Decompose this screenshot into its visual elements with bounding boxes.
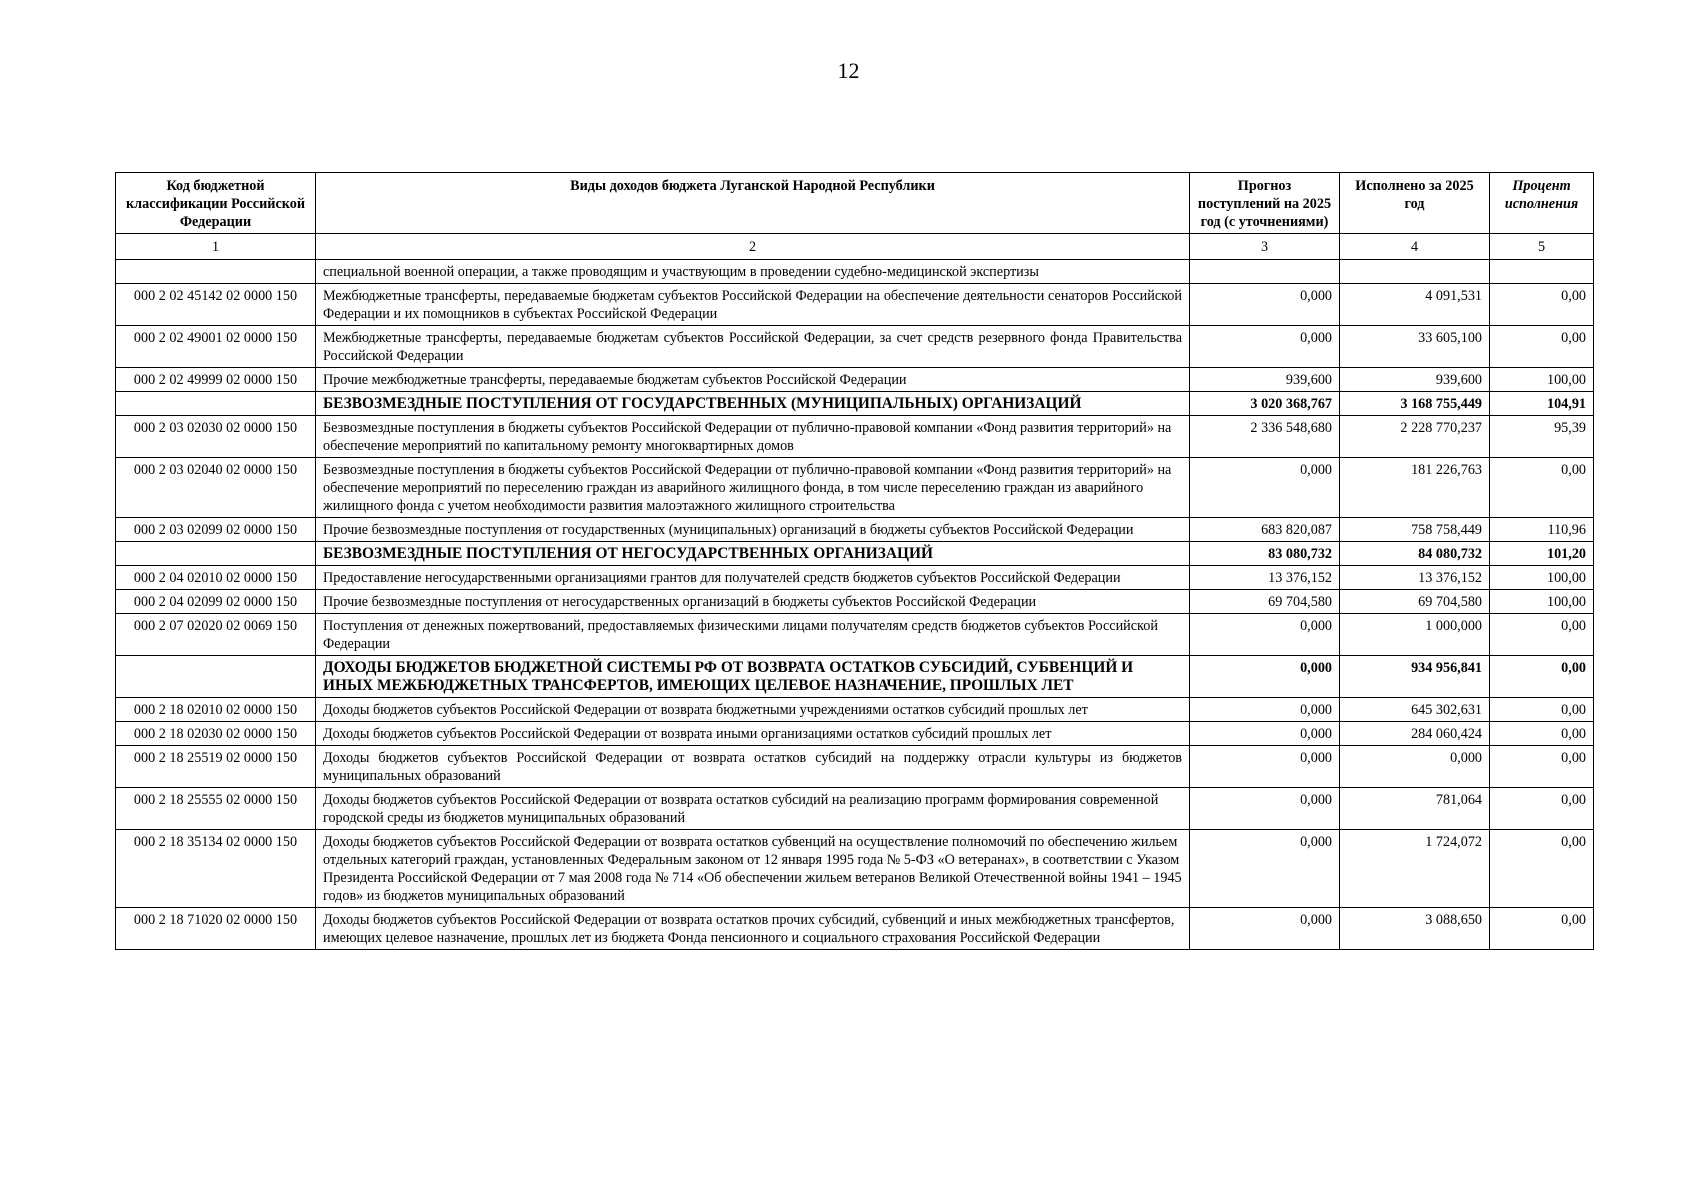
percent-cell: 0,00: [1490, 284, 1594, 326]
revenue-name-cell: Прочие межбюджетные трансферты, передаваемые бюджетам субъектов Российской Федерации: [316, 368, 1190, 392]
column-numbers-row: [116, 234, 1594, 260]
table-row: [116, 416, 1594, 458]
revenue-name-cell: Прочие безвозмездные поступления от негосударственных организаций в бюджеты субъектов Российской Федерации: [316, 590, 1190, 614]
forecast-cell: 0,000: [1190, 698, 1340, 722]
table-row: [116, 326, 1594, 368]
budget-code-cell: [116, 656, 316, 698]
executed-cell: 181 226,763: [1340, 458, 1490, 518]
revenue-name-cell: Доходы бюджетов субъектов Российской Федерации от возврата бюджетными учреждениями остатков субсидий прошлых лет: [316, 698, 1190, 722]
budget-code-cell: 000 2 04 02099 02 0000 150: [116, 590, 316, 614]
revenue-name-cell: Доходы бюджетов субъектов Российской Федерации от возврата остатков субсидий на реализацию программ формирования современной городской среды из бюджетов муниципальных образований: [316, 788, 1190, 830]
revenue-name-cell: БЕЗВОЗМЕЗДНЫЕ ПОСТУПЛЕНИЯ ОТ НЕГОСУДАРСТВЕННЫХ ОРГАНИЗАЦИЙ: [316, 542, 1190, 566]
executed-cell: 69 704,580: [1340, 590, 1490, 614]
budget-code-cell: 000 2 02 49001 02 0000 150: [116, 326, 316, 368]
page-number: 12: [837, 58, 860, 83]
percent-cell: 0,00: [1490, 746, 1594, 788]
budget-code-cell: 000 2 18 25555 02 0000 150: [116, 788, 316, 830]
header-executed: Исполнено за 2025 год: [1340, 173, 1490, 234]
budget-code-cell: 000 2 02 49999 02 0000 150: [116, 368, 316, 392]
column-number: 1: [116, 234, 316, 260]
revenue-name-cell: ДОХОДЫ БЮДЖЕТОВ БЮДЖЕТНОЙ СИСТЕМЫ РФ ОТ ВОЗВРАТА ОСТАТКОВ СУБСИДИЙ, СУБВЕНЦИЙ И ИНЫХ МЕЖБЮДЖЕТНЫХ ТРАНСФЕРТОВ, ИМЕЮЩИХ ЦЕЛЕВОЕ НАЗНАЧЕНИЕ, ПРОШЛЫХ ЛЕТ: [316, 656, 1190, 698]
budget-code-cell: 000 2 18 35134 02 0000 150: [116, 830, 316, 908]
section-row: [116, 392, 1594, 416]
revenue-name-cell: Доходы бюджетов субъектов Российской Федерации от возврата остатков субвенций на осуществление полномочий по обеспечению жильем отдельных категорий граждан, установленных Федеральным законом от 12 января 1995 года № 5-ФЗ «О ветеранах», в соответствии с Указом Президента Российской Федерации от 7 мая 2008 года № 714 «Об обеспечении жильем ветеранов Великой Отечественной войны 1941 – 1945 годов» из бюджетов муниципальных образований: [316, 830, 1190, 908]
revenue-name-cell: Прочие безвозмездные поступления от государственных (муниципальных) организаций в бюджеты субъектов Российской Федерации: [316, 518, 1190, 542]
table-row: [116, 566, 1594, 590]
revenue-name-cell: специальной военной операции, а также проводящим и участвующим в проведении судебно-медицинской экспертизы: [316, 260, 1190, 284]
percent-cell: 100,00: [1490, 590, 1594, 614]
forecast-cell: 2 336 548,680: [1190, 416, 1340, 458]
table-row: [116, 614, 1594, 656]
forecast-cell: 0,000: [1190, 908, 1340, 950]
revenue-table: [115, 172, 1594, 950]
column-number: 5: [1490, 234, 1594, 260]
executed-cell: 84 080,732: [1340, 542, 1490, 566]
revenue-name-cell: Доходы бюджетов субъектов Российской Федерации от возврата иными организациями остатков субсидий прошлых лет: [316, 722, 1190, 746]
percent-cell: 0,00: [1490, 722, 1594, 746]
budget-code-cell: 000 2 02 45142 02 0000 150: [116, 284, 316, 326]
percent-cell: 0,00: [1490, 830, 1594, 908]
budget-code-cell: 000 2 18 02010 02 0000 150: [116, 698, 316, 722]
table-row: [116, 590, 1594, 614]
revenue-name-cell: Доходы бюджетов субъектов Российской Федерации от возврата остатков субсидий на поддержку отрасли культуры из бюджетов муниципальных образований: [316, 746, 1190, 788]
forecast-cell: 3 020 368,767: [1190, 392, 1340, 416]
executed-cell: 3 168 755,449: [1340, 392, 1490, 416]
budget-code-cell: 000 2 07 02020 02 0069 150: [116, 614, 316, 656]
table-row: [116, 458, 1594, 518]
table-row: [116, 788, 1594, 830]
forecast-cell: [1190, 260, 1340, 284]
percent-cell: 104,91: [1490, 392, 1594, 416]
percent-cell: 101,20: [1490, 542, 1594, 566]
section-row: [116, 542, 1594, 566]
revenue-name-cell: Поступления от денежных пожертвований, предоставляемых физическими лицами получателям средств бюджетов субъектов Российской Федерации: [316, 614, 1190, 656]
percent-cell: 0,00: [1490, 656, 1594, 698]
percent-cell: 110,96: [1490, 518, 1594, 542]
table-row: [116, 518, 1594, 542]
table-row: [116, 722, 1594, 746]
forecast-cell: 939,600: [1190, 368, 1340, 392]
executed-cell: 0,000: [1340, 746, 1490, 788]
revenue-name-cell: БЕЗВОЗМЕЗДНЫЕ ПОСТУПЛЕНИЯ ОТ ГОСУДАРСТВЕННЫХ (МУНИЦИПАЛЬНЫХ) ОРГАНИЗАЦИЙ: [316, 392, 1190, 416]
revenue-name-cell: Межбюджетные трансферты, передаваемые бюджетам субъектов Российской Федерации на обеспечение деятельности сенаторов Российской Федерации и их помощников в субъектах Российской Федерации: [316, 284, 1190, 326]
table-row: [116, 260, 1594, 284]
forecast-cell: 0,000: [1190, 614, 1340, 656]
column-number: 4: [1340, 234, 1490, 260]
budget-code-cell: 000 2 18 71020 02 0000 150: [116, 908, 316, 950]
executed-cell: 645 302,631: [1340, 698, 1490, 722]
header-forecast: Прогноз поступлений на 2025 год (с уточнениями): [1190, 173, 1340, 234]
percent-cell: [1490, 260, 1594, 284]
forecast-cell: 83 080,732: [1190, 542, 1340, 566]
executed-cell: 1 724,072: [1340, 830, 1490, 908]
table-row: [116, 284, 1594, 326]
revenue-name-cell: Безвозмездные поступления в бюджеты субъектов Российской Федерации от публично-правовой компании «Фонд развития территорий» на обеспечение мероприятий по переселению граждан из аварийного жилищного фонда, в том числе переселению граждан из аварийного жилищного фонда с учетом необходимости развития малоэтажного жилищного строительства: [316, 458, 1190, 518]
percent-cell: 100,00: [1490, 368, 1594, 392]
column-number: 2: [316, 234, 1190, 260]
budget-code-cell: 000 2 18 02030 02 0000 150: [116, 722, 316, 746]
table-header-row: [116, 173, 1594, 234]
executed-cell: 33 605,100: [1340, 326, 1490, 368]
executed-cell: 13 376,152: [1340, 566, 1490, 590]
percent-cell: 0,00: [1490, 908, 1594, 950]
forecast-cell: 0,000: [1190, 830, 1340, 908]
percent-cell: 0,00: [1490, 458, 1594, 518]
forecast-cell: 0,000: [1190, 746, 1340, 788]
executed-cell: 934 956,841: [1340, 656, 1490, 698]
column-number: 3: [1190, 234, 1340, 260]
forecast-cell: 0,000: [1190, 656, 1340, 698]
budget-code-cell: [116, 392, 316, 416]
executed-cell: 2 228 770,237: [1340, 416, 1490, 458]
percent-cell: 0,00: [1490, 326, 1594, 368]
executed-cell: 3 088,650: [1340, 908, 1490, 950]
revenue-name-cell: Предоставление негосударственными организациями грантов для получателей средств бюджетов субъектов Российской Федерации: [316, 566, 1190, 590]
header-revenue-type: Виды доходов бюджета Луганской Народной Республики: [316, 173, 1190, 234]
executed-cell: 4 091,531: [1340, 284, 1490, 326]
table-row: [116, 746, 1594, 788]
budget-code-cell: 000 2 03 02099 02 0000 150: [116, 518, 316, 542]
executed-cell: 781,064: [1340, 788, 1490, 830]
budget-code-cell: 000 2 03 02030 02 0000 150: [116, 416, 316, 458]
executed-cell: 939,600: [1340, 368, 1490, 392]
forecast-cell: 0,000: [1190, 326, 1340, 368]
revenue-name-cell: Межбюджетные трансферты, передаваемые бюджетам субъектов Российской Федерации, за счет средств резервного фонда Правительства Российской Федерации: [316, 326, 1190, 368]
executed-cell: 758 758,449: [1340, 518, 1490, 542]
percent-cell: 0,00: [1490, 614, 1594, 656]
budget-code-cell: [116, 260, 316, 284]
executed-cell: [1340, 260, 1490, 284]
table-row: [116, 368, 1594, 392]
header-code: Код бюджетной классификации Российской Федерации: [116, 173, 316, 234]
table-row: [116, 698, 1594, 722]
table-row: [116, 830, 1594, 908]
forecast-cell: 69 704,580: [1190, 590, 1340, 614]
revenue-name-cell: Безвозмездные поступления в бюджеты субъектов Российской Федерации от публично-правовой компании «Фонд развития территорий» на обеспечение мероприятий по капитальному ремонту многоквартирных домов: [316, 416, 1190, 458]
percent-cell: 0,00: [1490, 788, 1594, 830]
executed-cell: 1 000,000: [1340, 614, 1490, 656]
percent-cell: 100,00: [1490, 566, 1594, 590]
forecast-cell: 0,000: [1190, 284, 1340, 326]
budget-code-cell: 000 2 18 25519 02 0000 150: [116, 746, 316, 788]
forecast-cell: 683 820,087: [1190, 518, 1340, 542]
table-row: [116, 908, 1594, 950]
forecast-cell: 0,000: [1190, 458, 1340, 518]
percent-cell: 0,00: [1490, 698, 1594, 722]
budget-code-cell: [116, 542, 316, 566]
revenue-name-cell: Доходы бюджетов субъектов Российской Федерации от возврата остатков прочих субсидий, субвенций и иных межбюджетных трансфертов, имеющих целевое назначение, прошлых лет из бюджета Фонда пенсионного и социального страхования Российской Федерации: [316, 908, 1190, 950]
budget-code-cell: 000 2 03 02040 02 0000 150: [116, 458, 316, 518]
forecast-cell: 13 376,152: [1190, 566, 1340, 590]
header-percent: Процент исполнения: [1490, 173, 1594, 234]
section-row: [116, 656, 1594, 698]
executed-cell: 284 060,424: [1340, 722, 1490, 746]
budget-code-cell: 000 2 04 02010 02 0000 150: [116, 566, 316, 590]
table-body: [116, 260, 1594, 950]
percent-cell: 95,39: [1490, 416, 1594, 458]
forecast-cell: 0,000: [1190, 788, 1340, 830]
forecast-cell: 0,000: [1190, 722, 1340, 746]
